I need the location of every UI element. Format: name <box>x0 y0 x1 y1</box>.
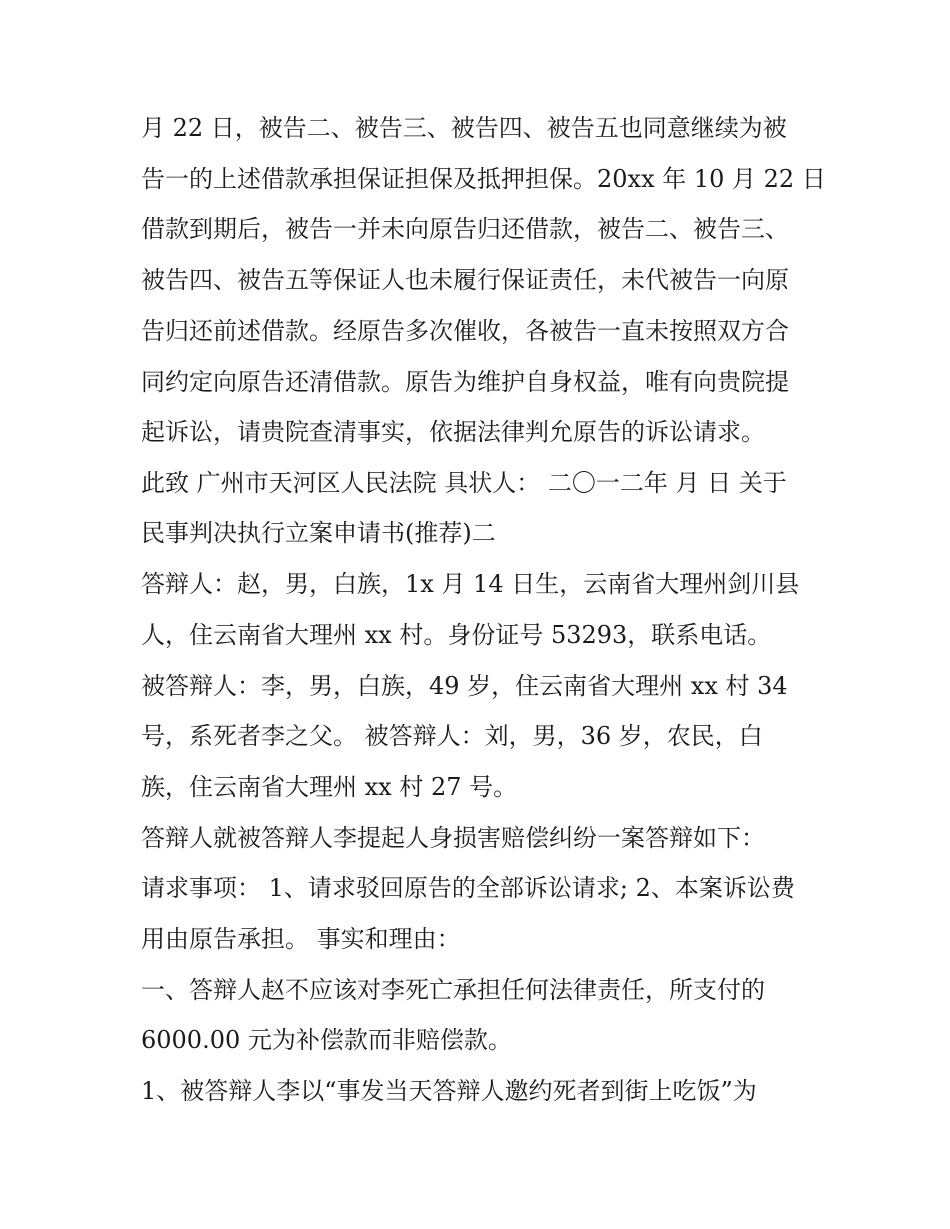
text-line: 起诉讼，请贵院查清事实，依据法律判允原告的诉讼请求。 <box>141 418 765 446</box>
text-line: 用由原告承担。 事实和理由： <box>141 925 461 953</box>
text-line: 告一的上述借款承担保证担保及抵押担保。20xx 年 10 月 22 日 <box>141 165 826 193</box>
text-line: 告归还前述借款。经原告多次催收，各被告一直未按照双方合 <box>141 317 789 345</box>
text-line: 1、被答辩人李以“事发当天答辩人邀约死者到街上吃饭”为 <box>141 1077 757 1105</box>
text-line: 族，住云南省大理州 xx 村 27 号。 <box>141 773 518 801</box>
text-line: 被告四、被告五等保证人也未履行保证责任，未代被告一向原 <box>141 266 789 294</box>
text-line: 人，住云南省大理州 xx 村。身份证号 53293，联系电话。 <box>141 621 772 649</box>
text-line: 同约定向原告还清借款。原告为维护自身权益，唯有向贵院提 <box>141 368 789 396</box>
text-line: 答辩人就被答辩人李提起人身损害赔偿纠纷一案答辩如下： <box>141 824 765 852</box>
text-line: 号，系死者李之父。 被答辩人：刘，男，36 岁，农民，白 <box>141 722 763 750</box>
text-line: 答辩人：赵，男，白族，1x 月 14 日生，云南省大理州剑川县 <box>141 570 800 598</box>
text-line: 民事判决执行立案申请书(推荐)二 <box>141 519 496 547</box>
text-line: 此致 广州市天河区人民法院 具状人： 二〇一二年 月 日 关于 <box>141 469 787 497</box>
text-line: 借款到期后，被告一并未向原告归还借款，被告二、被告三、 <box>141 215 789 243</box>
text-line: 被答辩人：李，男，白族，49 岁，住云南省大理州 xx 村 34 <box>141 672 788 700</box>
text-line: 一、答辩人赵不应该对李死亡承担任何法律责任，所支付的 <box>141 976 765 1004</box>
text-line: 月 22 日，被告二、被告三、被告四、被告五也同意继续为被 <box>141 114 787 142</box>
text-line: 6000.00 元为补偿款而非赔偿款。 <box>141 1026 512 1054</box>
text-line: 请求事项： 1、请求驳回原告的全部诉讼请求; 2、本案诉讼费 <box>141 874 795 902</box>
